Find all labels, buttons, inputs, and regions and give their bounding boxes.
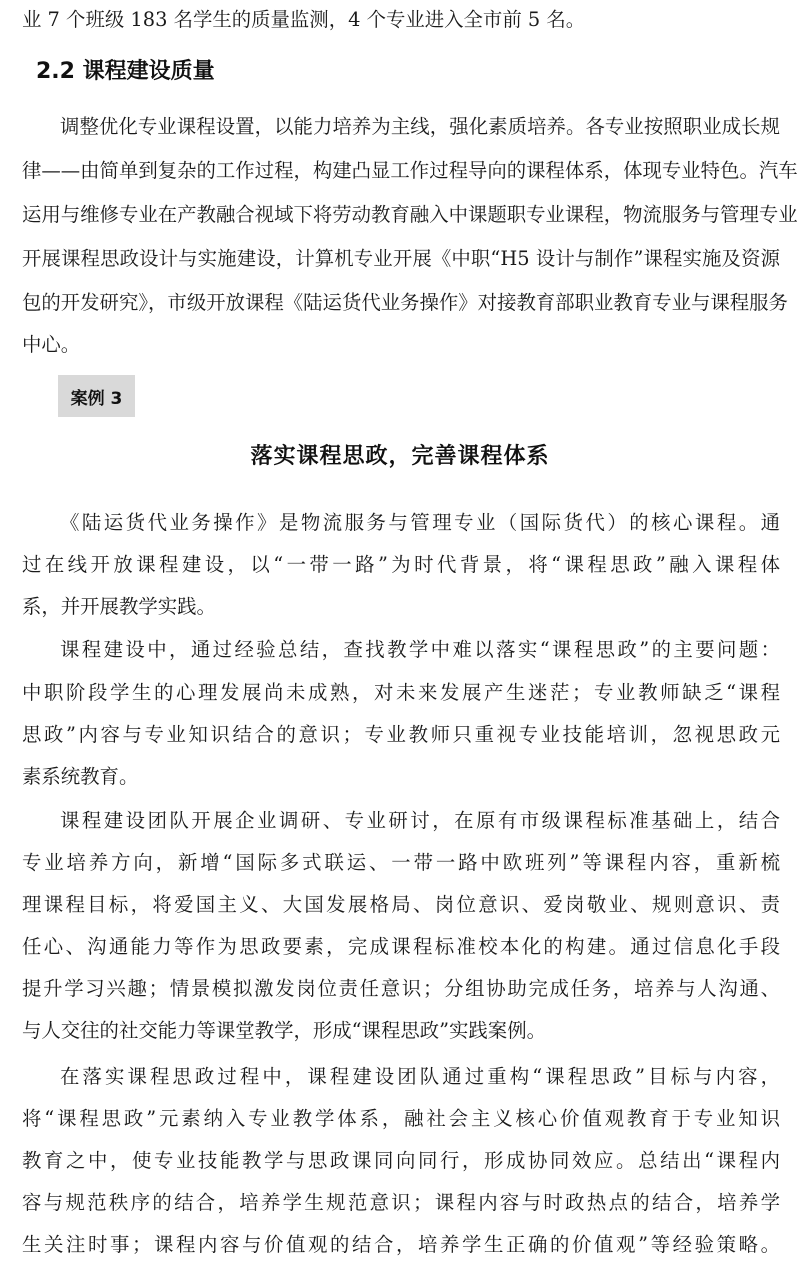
paragraph-line: 课程建设中，通过经验总结，查找教学中难以落实“课程思政”的主要问题： (60, 638, 780, 661)
paragraph-line: 理课程目标，将爱国主义、大国发展格局、岗位意识、爱岗敬业、规则意识、责 (22, 893, 780, 916)
paragraph-line: 教育之中，使专业技能教学与思政课同向同行，形成协同效应。总结出“课程内 (22, 1149, 780, 1172)
paragraph-line: 律——由简单到复杂的工作过程，构建凸显工作过程导向的课程体系，体现专业特色。汽车 (22, 159, 798, 182)
paragraph-line: 中心。 (22, 333, 81, 356)
paragraph-line: 将“课程思政”元素纳入专业教学体系，融社会主义核心价值观教育于专业知识 (22, 1107, 780, 1130)
paragraph-line: 专业培养方向，新增“国际多式联运、一带一路中欧班列”等课程内容，重新梳 (22, 851, 780, 874)
paragraph-line: 思政”内容与专业知识结合的意识；专业教师只重视专业技能培训，忽视思政元 (22, 723, 780, 746)
paragraph-line: 任心、沟通能力等作为思政要素，完成课程标准校本化的构建。通过信息化手段 (22, 935, 780, 958)
paragraph-line: 开展课程思政设计与实施建设，计算机专业开展《中职“H5 设计与制作”课程实施及资源 (22, 247, 780, 270)
paragraph-line: 生关注时事；课程内容与价值观的结合，培养学生正确的价值观”等经验策略。 (22, 1233, 780, 1256)
paragraph-line: 提升学习兴趣；情景模拟激发岗位责任意识；分组协助完成任务，培养与人沟通、 (22, 977, 780, 1000)
paragraph-line: 运用与维修专业在产教融合视域下将劳动教育融入中课题职专业课程，物流服务与管理专业 (22, 203, 798, 226)
paragraph-line: 课程建设团队开展企业调研、专业研讨，在原有市级课程标准基础上，结合 (60, 809, 780, 832)
paragraph-line: 素系统教育。 (22, 765, 139, 788)
paragraph-line: 包的开发研究》，市级开放课程《陆运货代业务操作》对接教育部职业教育专业与课程服务 (22, 291, 788, 314)
section-heading: 2.2 课程建设质量 (36, 59, 215, 84)
paragraph-line: 系，并开展教学实践。 (22, 595, 216, 618)
paragraph-line: 容与规范秩序的结合，培养学生规范意识；课程内容与时政热点的结合，培养学 (22, 1191, 780, 1214)
paragraph-line: 与人交往的社交能力等课堂教学，形成“课程思政”实践案例。 (22, 1019, 546, 1042)
intro-line: 业 7 个班级 183 名学生的质量监测，4 个专业进入全市前 5 名。 (22, 8, 586, 31)
paragraph-line: 在落实课程思政过程中，课程建设团队通过重构“课程思政”目标与内容， (60, 1065, 780, 1088)
paragraph-line: 过在线开放课程建设，以“一带一路”为时代背景，将“课程思政”融入课程体 (22, 553, 780, 576)
case-label-badge: 案例 3 (58, 375, 135, 417)
case-title: 落实课程思政，完善课程体系 (250, 443, 550, 469)
paragraph-line: 中职阶段学生的心理发展尚未成熟，对未来发展产生迷茫；专业教师缺乏“课程 (22, 681, 780, 704)
paragraph-line: 《陆运货代业务操作》是物流服务与管理专业（国际货代）的核心课程。通 (60, 511, 780, 534)
paragraph-line: 调整优化专业课程设置，以能力培养为主线，强化素质培养。各专业按照职业成长规 (60, 115, 780, 138)
